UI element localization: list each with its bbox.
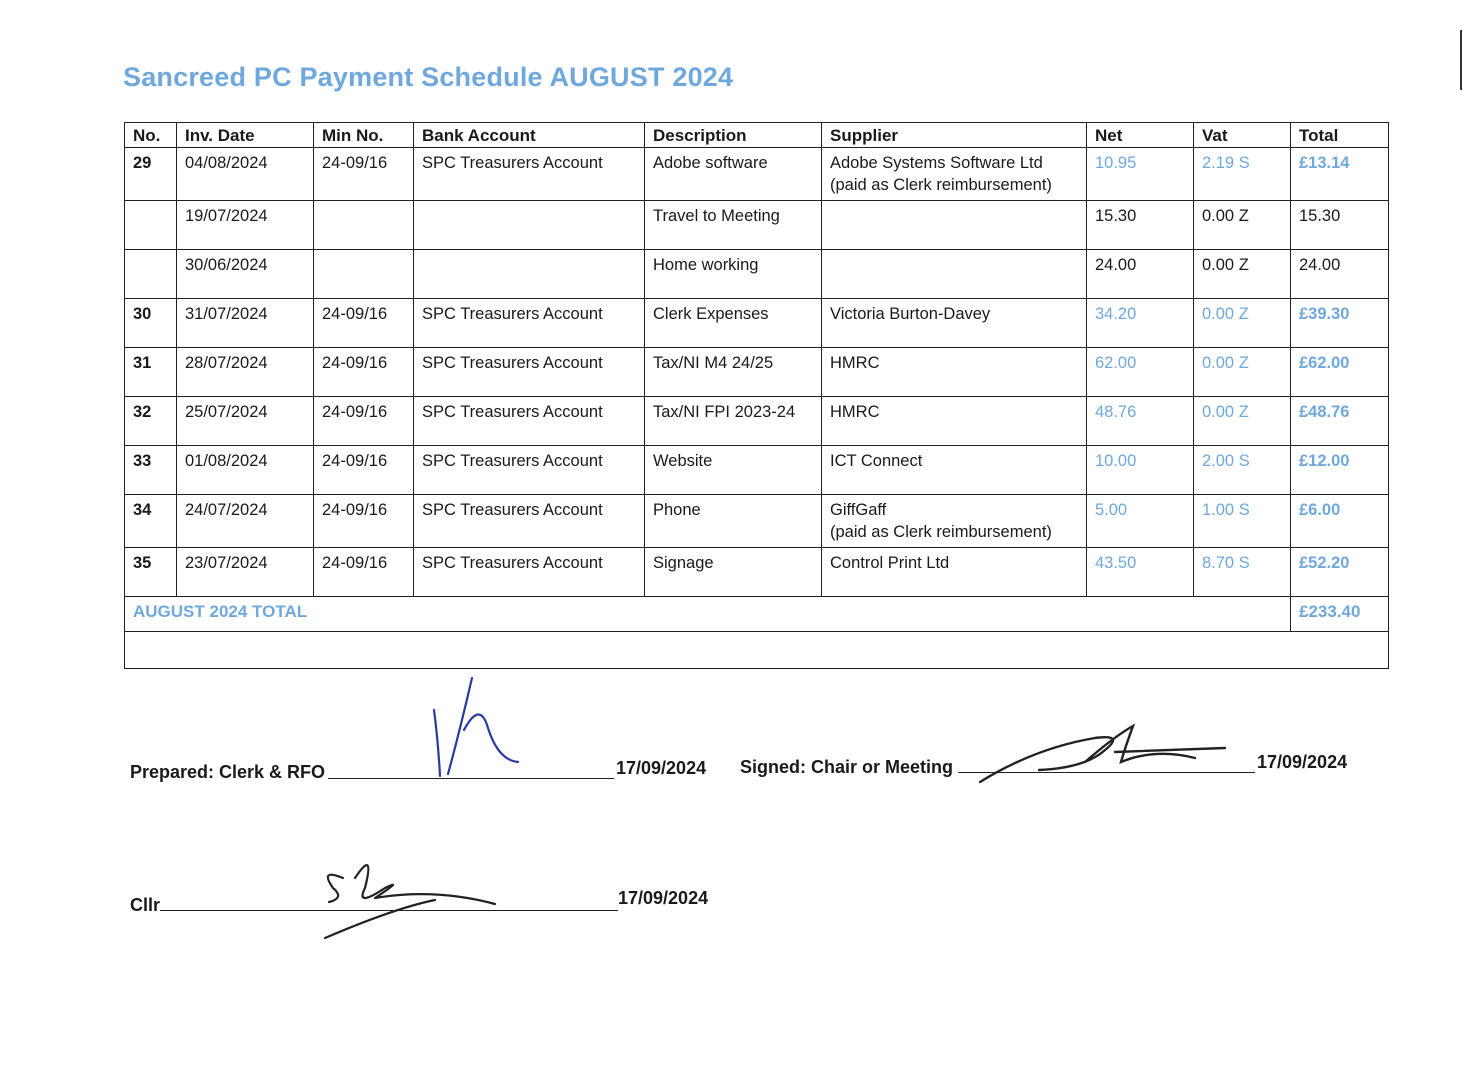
table-row (125, 299, 1389, 348)
col-header-bank-account: Bank Account (414, 123, 645, 148)
row-inv-date: 24/07/2024 (177, 495, 314, 548)
table-row (125, 148, 1389, 201)
blank-cell (125, 632, 1389, 669)
row-inv-date: 28/07/2024 (177, 348, 314, 397)
row-description: Tax/NI M4 24/25 (645, 348, 822, 397)
row-inv-date: 31/07/2024 (177, 299, 314, 348)
row-no: 32 (125, 397, 177, 446)
row-bank-account: SPC Treasurers Account (414, 495, 645, 548)
row-vat: 0.00 Z (1194, 348, 1291, 397)
row-no: 31 (125, 348, 177, 397)
blank-row (125, 632, 1389, 669)
row-description: Clerk Expenses (645, 299, 822, 348)
row-bank-account: SPC Treasurers Account (414, 348, 645, 397)
row-supplier (822, 148, 1087, 201)
row-no (125, 201, 177, 250)
row-inv-date: 19/07/2024 (177, 201, 314, 250)
row-net: 5.00 (1087, 495, 1194, 548)
row-bank-account: SPC Treasurers Account (414, 397, 645, 446)
total-value: £233.40 (1291, 597, 1389, 632)
supplier-note: (paid as Clerk reimbursement) (830, 176, 1052, 194)
row-no (125, 250, 177, 299)
row-supplier (822, 201, 1087, 250)
row-no: 35 (125, 548, 177, 597)
row-total: £12.00 (1291, 446, 1389, 495)
row-bank-account: SPC Treasurers Account (414, 148, 645, 201)
row-net: 43.50 (1087, 548, 1194, 597)
supplier-name: HMRC (830, 354, 880, 372)
row-total: £6.00 (1291, 495, 1389, 548)
col-header-total: Total (1291, 123, 1389, 148)
row-min-no: 24-09/16 (314, 148, 414, 201)
row-description: Signage (645, 548, 822, 597)
row-inv-date: 04/08/2024 (177, 148, 314, 201)
row-vat: 2.19 S (1194, 148, 1291, 201)
supplier-name: Victoria Burton-Davey (830, 305, 991, 323)
row-total: 24.00 (1291, 250, 1389, 299)
row-total: £48.76 (1291, 397, 1389, 446)
row-vat: 0.00 Z (1194, 201, 1291, 250)
row-total: £62.00 (1291, 348, 1389, 397)
row-net: 15.30 (1087, 201, 1194, 250)
row-vat: 1.00 S (1194, 495, 1291, 548)
row-supplier (822, 397, 1087, 446)
row-bank-account (414, 201, 645, 250)
col-header-description: Description (645, 123, 822, 148)
row-net: 10.00 (1087, 446, 1194, 495)
row-inv-date: 25/07/2024 (177, 397, 314, 446)
row-no: 33 (125, 446, 177, 495)
signed-label: Signed: Chair or Meeting (740, 757, 954, 777)
supplier-name: GiffGaff (830, 501, 887, 519)
table-row (125, 250, 1389, 299)
cllr-date: 17/09/2024 (618, 888, 709, 908)
supplier-name: ICT Connect (830, 452, 923, 470)
col-header-vat: Vat (1194, 123, 1291, 148)
row-net: 10.95 (1087, 148, 1194, 201)
table-row (125, 201, 1389, 250)
row-description: Website (645, 446, 822, 495)
row-vat: 0.00 Z (1194, 250, 1291, 299)
col-header-supplier: Supplier (822, 123, 1087, 148)
total-label: AUGUST 2024 TOTAL (125, 597, 1291, 632)
row-min-no (314, 250, 414, 299)
supplier-name: HMRC (830, 403, 880, 421)
table-row (125, 397, 1389, 446)
row-total: £52.20 (1291, 548, 1389, 597)
supplier-name: Control Print Ltd (830, 554, 950, 572)
row-net: 24.00 (1087, 250, 1194, 299)
row-bank-account: SPC Treasurers Account (414, 446, 645, 495)
header-row (125, 123, 1389, 148)
row-bank-account: SPC Treasurers Account (414, 548, 645, 597)
row-vat: 0.00 Z (1194, 397, 1291, 446)
chair-signature (975, 718, 1255, 798)
col-header-no: No. (125, 123, 177, 148)
row-vat: 8.70 S (1194, 548, 1291, 597)
table-row (125, 495, 1389, 548)
row-no: 34 (125, 495, 177, 548)
row-no: 30 (125, 299, 177, 348)
table-row (125, 446, 1389, 495)
row-min-no: 24-09/16 (314, 348, 414, 397)
row-inv-date: 01/08/2024 (177, 446, 314, 495)
row-vat: 0.00 Z (1194, 299, 1291, 348)
supplier-note: (paid as Clerk reimbursement) (830, 523, 1052, 541)
row-description: Adobe software (645, 148, 822, 201)
clerk-signature (420, 670, 540, 790)
col-header-inv-date: Inv. Date (177, 123, 314, 148)
row-description: Home working (645, 250, 822, 299)
row-inv-date: 23/07/2024 (177, 548, 314, 597)
cllr-label: Cllr (130, 895, 161, 915)
row-total: £13.14 (1291, 148, 1389, 201)
row-bank-account: SPC Treasurers Account (414, 299, 645, 348)
row-inv-date: 30/06/2024 (177, 250, 314, 299)
row-supplier (822, 348, 1087, 397)
table-row (125, 348, 1389, 397)
page-title: Sancreed PC Payment Schedule AUGUST 2024 (123, 62, 734, 92)
row-supplier (822, 299, 1087, 348)
row-description: Phone (645, 495, 822, 548)
signed-date: 17/09/2024 (1257, 752, 1348, 772)
row-net: 62.00 (1087, 348, 1194, 397)
row-supplier (822, 495, 1087, 548)
row-description: Tax/NI FPI 2023-24 (645, 397, 822, 446)
row-min-no: 24-09/16 (314, 548, 414, 597)
row-net: 48.76 (1087, 397, 1194, 446)
row-net: 34.20 (1087, 299, 1194, 348)
row-supplier (822, 446, 1087, 495)
col-header-min-no: Min No. (314, 123, 414, 148)
row-total: £39.30 (1291, 299, 1389, 348)
page-edge (1460, 30, 1462, 90)
supplier-name: Adobe Systems Software Ltd (830, 154, 1043, 172)
col-header-net: Net (1087, 123, 1194, 148)
total-row (125, 597, 1389, 632)
row-bank-account (414, 250, 645, 299)
payment-schedule-table (124, 122, 1389, 669)
row-description: Travel to Meeting (645, 201, 822, 250)
row-min-no (314, 201, 414, 250)
row-min-no: 24-09/16 (314, 397, 414, 446)
row-no: 29 (125, 148, 177, 201)
cllr-signature (315, 848, 515, 948)
table-row (125, 548, 1389, 597)
row-total: 15.30 (1291, 201, 1389, 250)
row-min-no: 24-09/16 (314, 299, 414, 348)
row-supplier (822, 250, 1087, 299)
prepared-date: 17/09/2024 (616, 758, 707, 778)
row-min-no: 24-09/16 (314, 495, 414, 548)
prepared-label: Prepared: Clerk & RFO (130, 762, 326, 782)
row-min-no: 24-09/16 (314, 446, 414, 495)
row-vat: 2.00 S (1194, 446, 1291, 495)
row-supplier (822, 548, 1087, 597)
